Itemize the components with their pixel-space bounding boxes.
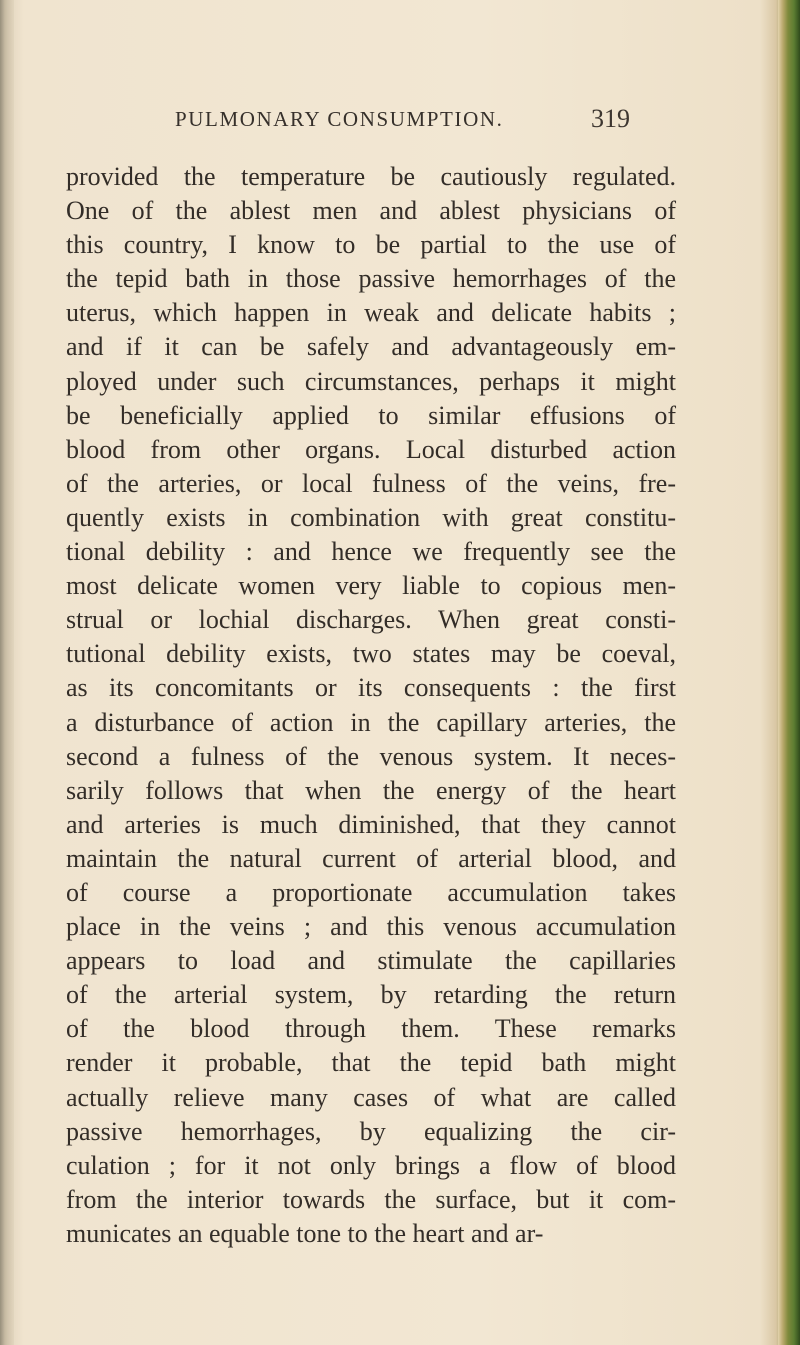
text-line: tional debility : and hence we frequently see the [66, 537, 676, 567]
text-line: maintain the natural current of arterial blood, and [66, 843, 676, 873]
text-line: second a fulness of the venous system. It neces- [66, 741, 676, 771]
text-line: municates an equable tone to the heart and ar- [66, 1218, 544, 1248]
page-number: 319 [591, 104, 630, 133]
text-line: actually relieve many cases of what are called [66, 1082, 676, 1112]
text-line: ployed under such circumstances, perhaps it might [66, 366, 676, 396]
text-line: appears to load and stimulate the capillaries [66, 946, 676, 976]
page-gutter-shadow [0, 0, 14, 1345]
text-line: of the blood through them. These remarks [66, 1014, 676, 1044]
text-line: and if it can be safely and advantageously em- [66, 332, 676, 362]
text-line: from the interior towards the surface, but it com- [66, 1184, 676, 1214]
text-line: most delicate women very liable to copious men- [66, 571, 676, 601]
text-line: uterus, which happen in weak and delicate habits ; [66, 298, 676, 328]
text-line: as its concomitants or its consequents : the first [66, 673, 676, 703]
text-line: the tepid bath in those passive hemorrhages of the [66, 264, 676, 294]
book-cover-edge [778, 0, 800, 1345]
text-line: render it probable, that the tepid bath might [66, 1048, 676, 1078]
text-line: of the arterial system, by retarding the return [66, 980, 676, 1010]
text-line: strual or lochial discharges. When great consti- [66, 605, 676, 635]
page-header [175, 104, 655, 137]
text-line: blood from other organs. Local disturbed action [66, 434, 676, 464]
text-line: and arteries is much diminished, that they cannot [66, 809, 676, 839]
text-line: place in the veins ; and this venous accumulation [66, 912, 676, 942]
text-line: tutional debility exists, two states may be coeval, [66, 639, 676, 669]
text-line: be beneficially applied to similar effusions of [66, 400, 676, 430]
running-head: PULMONARY CONSUMPTION. [175, 107, 504, 131]
text-line: of the arteries, or local fulness of the veins, fre- [66, 468, 676, 498]
text-line: provided the temperature be cautiously regulated. [66, 162, 676, 191]
body-text [36, 160, 676, 1251]
text-line: of course a proportionate accumulation takes [66, 877, 676, 907]
text-line: a disturbance of action in the capillary arteries, the [66, 707, 676, 737]
text-line: this country, I know to be partial to the use of [66, 230, 676, 260]
text-line: passive hemorrhages, by equalizing the cir- [66, 1116, 676, 1146]
text-line: culation ; for it not only brings a flow of blood [66, 1150, 676, 1180]
text-line: One of the ablest men and ablest physicians of [66, 196, 676, 226]
text-line: quently exists in combination with great constitu- [66, 502, 676, 532]
text-line: sarily follows that when the energy of the heart [66, 775, 676, 805]
